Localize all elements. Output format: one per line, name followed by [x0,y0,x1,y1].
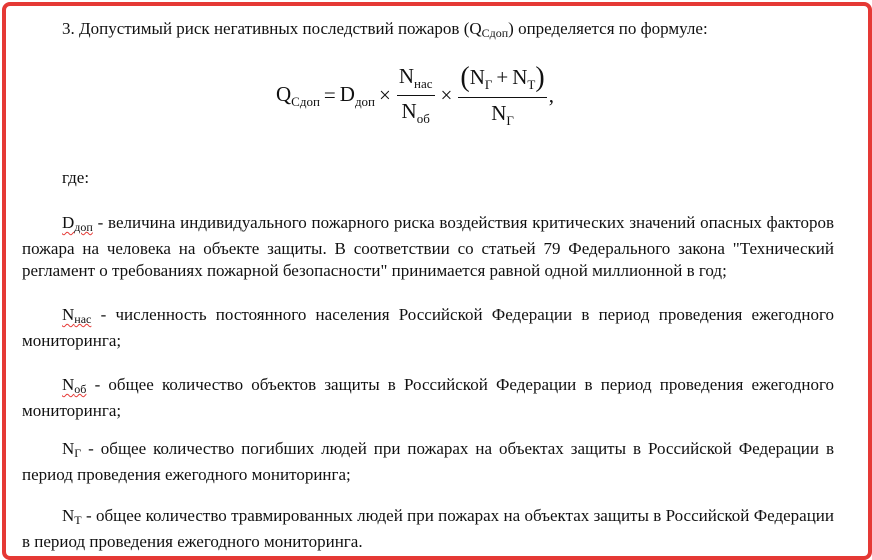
intro-subscript: Сдоп [481,26,509,40]
intro-text: 3. Допустимый риск негативных последствий пожаров (Q [62,19,482,38]
definition-text: - общее количество объектов защиты в Российской Федерации в период проведения ежегодного мониторинга; [22,375,834,420]
definition-text: - численность постоянного населения Российской Федерации в период проведения ежегодного мониторинга; [22,305,834,350]
risk-formula [276,62,554,129]
symbol: $N_Т$ [62,506,82,527]
definition-text: - величина индивидуального пожарного риска воздействия критических значений опасных факторов пожара на человека на объекте защиты. В соответствии со статьей 79 Федерального закона "Технический регламент о требованиях пожарной безопасности" принимается равной одной миллионной в год; [22,213,834,280]
formula-d: $D_{доп}$ [339,81,376,109]
formula-lhs: $Q_{Сдоп}$ [276,81,320,109]
equals-sign: = [323,83,336,107]
formula-comma: , [548,83,554,107]
fraction-casualties: $\frac{(N_Г + N_Т)}{N_Г}$ [460,62,545,128]
definition-n-nas [22,304,834,352]
where-label: где: [62,168,90,187]
intro-text-end: ) определяется по формуле: [508,19,708,38]
symbol: $D_{доп}$ [62,213,93,234]
definition-n-t [22,505,834,553]
definition-text: - общее количество погибших людей при пожарах на объектах защиты в Российской Федерации в период проведения ежегодного мониторинга; [22,439,834,484]
definition-n-ob [22,374,834,422]
symbol: $N_{об}$ [62,375,87,396]
times-sign: × [440,83,453,107]
fraction-population: $\frac{N_{нас}}{N_{об}}$ [398,64,433,126]
symbol: $N_{нас}$ [62,305,92,326]
definition-d-dop [22,212,834,282]
times-sign: × [379,83,391,107]
symbol: $N_Г$ [62,439,82,460]
definition-n-g [22,438,834,486]
intro-paragraph [22,18,834,44]
definition-text: - общее количество травмированных людей при пожарах на объектах защиты в Российской Федерации в период проведения ежегодного мониторинга. [22,506,834,551]
